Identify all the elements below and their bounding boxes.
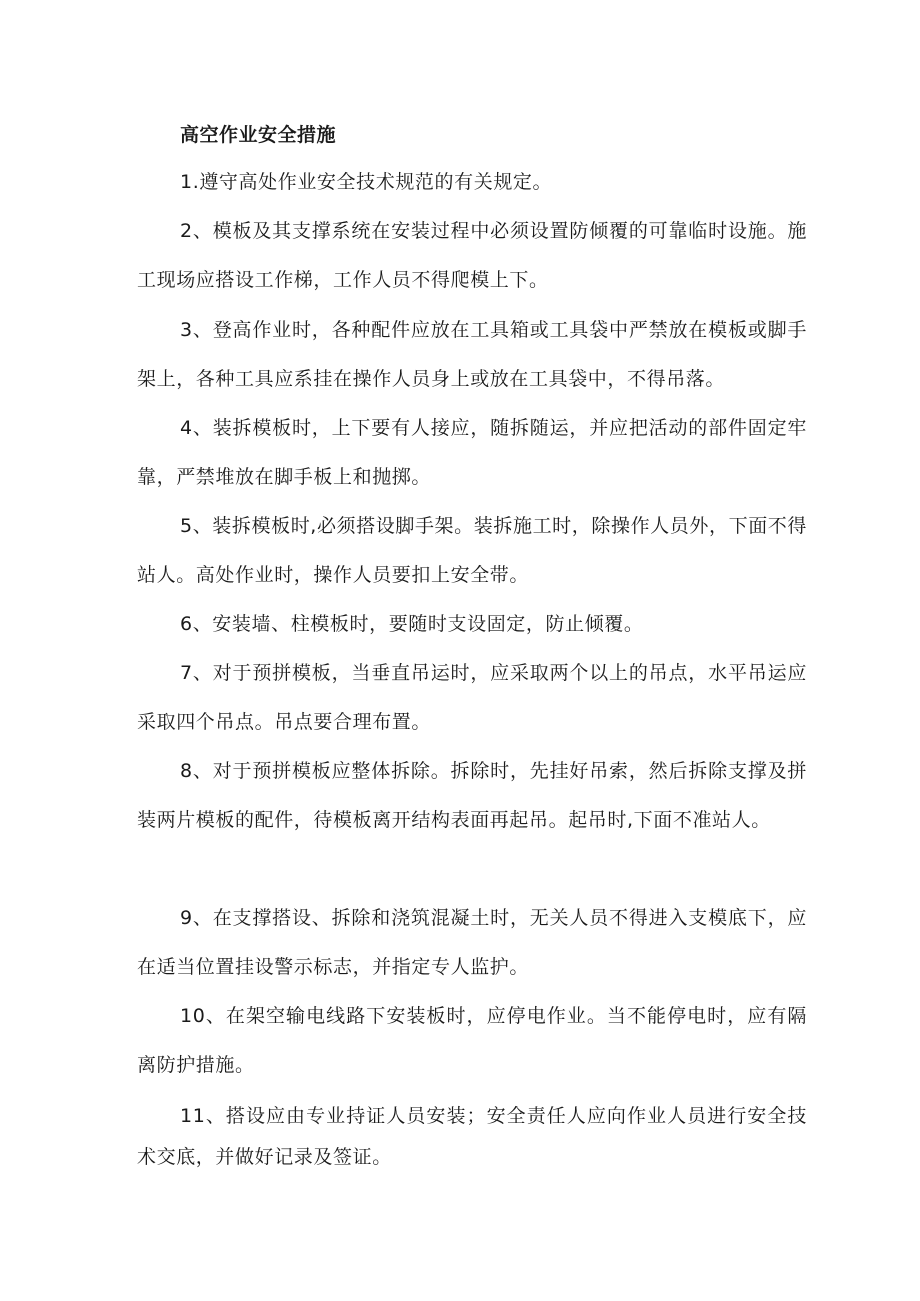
paragraph-5: 5、装拆模板时,必须搭设脚手架。装拆施工时，除操作人员外，下面不得站人。高处作业时，操作人员要扣上安全带。 [137,515,807,586]
paragraph-8: 8、对于预拼模板应整体拆除。拆除时，先挂好吊索，然后拆除支撑及拼装两片模板的配件，待模板离开结构表面再起吊。起吊时,下面不准站人。 [137,760,807,831]
paragraph-3: 3、登高作业时，各种配件应放在工具箱或工具袋中严禁放在模板或脚手架上，各种工具应系挂在操作人员身上或放在工具袋中，不得吊落。 [137,319,807,390]
paragraph-7: 7、对于预拼模板，当垂直吊运时，应采取两个以上的吊点，水平吊运应采取四个吊点。吊点要合理布置。 [137,662,807,733]
paragraph-11: 11、搭设应由专业持证人员安装；安全责任人应向作业人员进行安全技术交底，并做好记录及签证。 [137,1105,807,1168]
paragraph-9: 9、在支撑搭设、拆除和浇筑混凝土时，无关人员不得进入支模底下，应在适当位置挂设警示标志，并指定专人监护。 [137,907,807,978]
document-title: 高空作业安全措施 [180,124,337,146]
paragraph-2: 2、模板及其支撑系统在安装过程中必须设置防倾覆的可靠临时设施。施工现场应搭设工作梯，工作人员不得爬模上下。 [137,220,807,291]
paragraph-1: 1.遵守高处作业安全技术规范的有关规定。 [180,171,553,193]
paragraph-10: 10、在架空输电线路下安装板时，应停电作业。当不能停电时，应有隔离防护措施。 [137,1005,807,1076]
paragraph-6: 6、安装墙、柱模板时，要随时支设固定，防止倾覆。 [180,613,644,635]
paragraph-4: 4、装拆模板时，上下要有人接应，随拆随运，并应把活动的部件固定牢靠，严禁堆放在脚手板上和抛掷。 [137,417,807,488]
